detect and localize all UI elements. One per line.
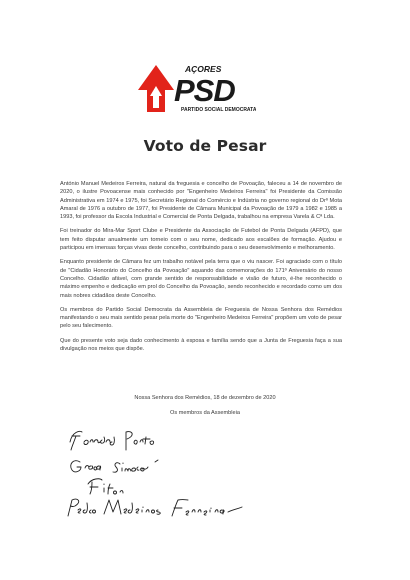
- logo-region-text: AÇORES: [185, 64, 222, 74]
- body-paragraph: António Manuel Medeiros Ferreira, natural da freguesia e concelho de Povoação, faleceu a 14 de novembro de 2020, o ilustre Povoacense mais conhecido por "Engenheiro Medeiros Ferreira" foi Presidente da Comissão Administrativa em 1974 e 1975, foi Secretário Regional do Comércio e Indústria no governo regional do Drº Mota Amaral de 1976 a outubro de 1977, foi Presidente de Câmara Municipal da Povoação de 1979 a 1982 e 1985 a 1993, foi professor da Escola Industrial e Comercial de Ponta Delgada, trabalhou na empresa Varela & Cª Lda.: [60, 181, 342, 221]
- signature-2: [71, 460, 158, 472]
- body-paragraph: Foi treinador do Mira-Mar Sport Clube e Presidente da Associação de Futebol de Ponta Delgada (AFPD), que tem feito disputar anualmente um torneio com o seu nome, dedicado aos escalões de formação. Ajudou e participou em imensas forças vivas deste concelho, contribuindo para o seu desenvolvimento e melhoramento.: [60, 228, 342, 252]
- psd-logo-graphic: [136, 56, 256, 118]
- document-title: Voto de Pesar: [143, 137, 267, 155]
- signatures-block: [58, 420, 288, 520]
- body-paragraph: Enquanto presidente de Câmara fez um trabalho notável pela terra que o viu nascer. Foi agraciado com o título de "Cidadão Honorário do Concelho da Povoação" aquando das comemorações do 171º Aniversário do nosso Concelho. Cidadão afável, com grande sentido de responsabilidade e visão de futuro, é-lhe reconhecido o máximo empenho e dedicação em prol do Concelho da Povoação, sendo reconhecido e recordado como um dos mais nobres cidadãos deste Concelho.: [60, 259, 342, 299]
- psd-azores-logo: [136, 56, 256, 118]
- document-body: [60, 180, 342, 359]
- handwritten-signatures: [58, 420, 288, 520]
- body-paragraph: Os membros do Partido Social Democrata da Assembleia de Freguesia de Nossa Senhora dos Remédios manifestando o seu mais sentido pesar pela morte do "Engenheiro Medeiros Ferreira" propõem um voto de pesar pelo seu falecimento.: [60, 306, 342, 330]
- closing-line: Os membros da Assembleia: [170, 410, 240, 416]
- place-and-date: Nossa Senhora dos Remédios, 18 de dezembro de 2020: [134, 395, 276, 401]
- arrow-icon: [138, 65, 174, 112]
- signature-4: [68, 499, 242, 516]
- logo-party-abbr: PSD: [174, 73, 235, 108]
- signature-1: [70, 431, 154, 450]
- body-paragraph: Que do presente voto seja dado conhecimento à esposa e família sendo que a Junta de Freguesia faça a sua divulgação nos meios que dispõe.: [60, 337, 342, 353]
- signature-3: [88, 479, 123, 494]
- logo-party-name: PARTIDO SOCIAL DEMOCRATA: [181, 107, 256, 113]
